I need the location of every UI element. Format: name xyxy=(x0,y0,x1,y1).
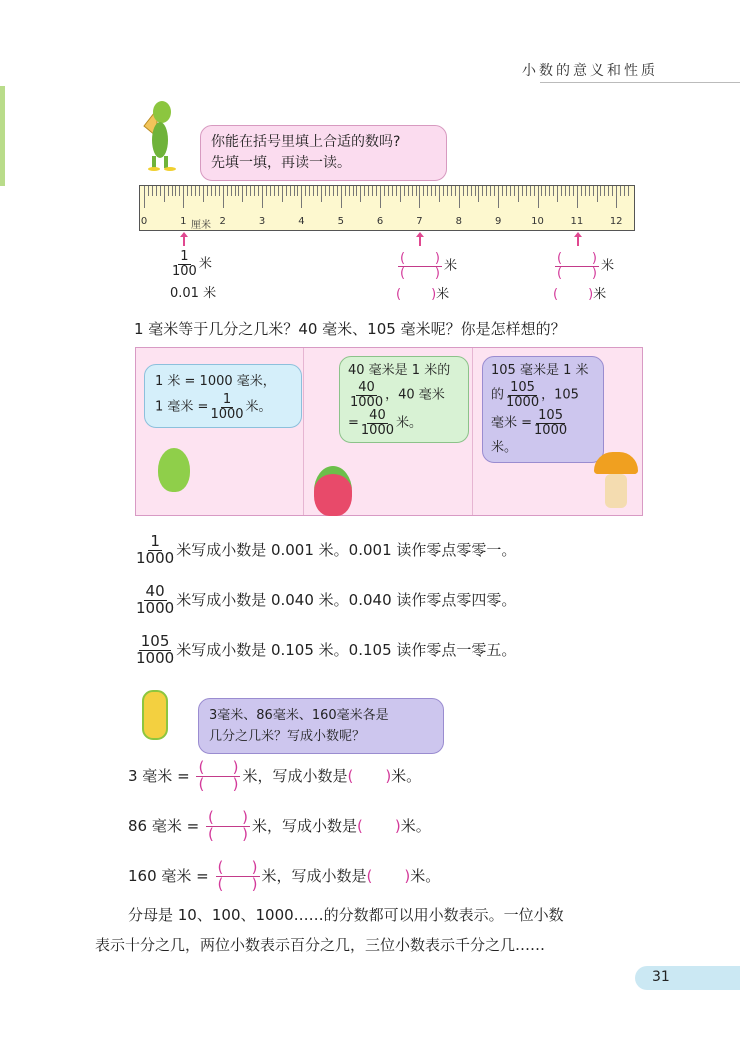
ruler-tick xyxy=(384,186,385,196)
ruler-tick xyxy=(608,186,609,196)
unit: 米 xyxy=(198,256,212,272)
numerator: 105 xyxy=(538,408,563,424)
mark-1cm-fraction xyxy=(170,250,216,278)
ruler-number: 3 xyxy=(258,216,266,227)
paren: ( xyxy=(400,251,406,266)
ruler-tick xyxy=(294,186,295,196)
conversion-text: 米写成小数是 0.105 米。0.105 读作零点一零五。 xyxy=(176,640,517,659)
ruler-tick xyxy=(246,186,247,196)
ruler-tick xyxy=(231,186,232,196)
hint-line-2: 先填一填，再读一读。 xyxy=(211,155,351,171)
ruler-tick xyxy=(270,186,271,196)
conversion-row xyxy=(134,634,516,667)
ruler-tick xyxy=(451,186,452,196)
paren: ( xyxy=(366,866,373,885)
ruler-tick xyxy=(565,186,566,196)
exercise-lead: 160 毫米 = xyxy=(128,866,209,885)
paren: ) xyxy=(385,766,392,785)
side-accent-bar xyxy=(0,86,5,186)
paren: ( xyxy=(557,251,563,266)
ruler-tick xyxy=(349,186,350,196)
b3-text: 毫米 = xyxy=(491,415,533,431)
b1-text: 1 毫米 = xyxy=(155,399,209,415)
ruler-tick xyxy=(486,186,487,196)
ruler-tick xyxy=(337,186,338,196)
paren: ( xyxy=(557,265,563,281)
ruler-tick xyxy=(364,186,365,196)
ruler-tick xyxy=(427,186,428,196)
ruler-tick xyxy=(262,186,263,208)
exercise-row-3mm xyxy=(128,760,421,793)
exercise-prompt-2: 几分之几米？写成小数呢？ xyxy=(209,729,366,744)
paren: ) xyxy=(242,824,248,843)
decimal-blank[interactable] xyxy=(347,767,391,785)
ruler-tick xyxy=(518,186,519,202)
denominator: 1000 xyxy=(136,548,175,567)
numerator: 1 xyxy=(150,532,160,550)
ruler-tick xyxy=(561,186,562,196)
ruler-number: 1 xyxy=(180,216,187,227)
unit: 米 xyxy=(436,287,450,303)
ruler-tick xyxy=(624,186,625,196)
bubble-blue xyxy=(144,364,302,428)
ruler-tick xyxy=(242,186,243,202)
denominator: 100 xyxy=(172,263,197,279)
ruler-number: 5 xyxy=(337,216,344,227)
ruler-tick xyxy=(573,186,574,196)
ruler-tick xyxy=(266,186,267,196)
paren: ( xyxy=(217,858,224,876)
paren: ) xyxy=(232,774,239,793)
ruler-tick xyxy=(175,186,176,196)
ruler-tick xyxy=(183,186,184,208)
unit: 米 xyxy=(601,258,615,274)
ruler-tick xyxy=(388,186,389,196)
ruler-tick xyxy=(392,186,393,196)
denominator: 1000 xyxy=(506,394,540,410)
ruler-tick xyxy=(223,186,224,208)
ruler-tick xyxy=(321,186,322,202)
exercise-end: 米。 xyxy=(400,816,431,835)
ruler-tick xyxy=(282,186,283,202)
hint-line-1: 你能在括号里填上合适的数吗? xyxy=(211,134,401,150)
ruler-tick xyxy=(498,186,499,208)
ruler-tick xyxy=(305,186,306,196)
exercise-row-160mm xyxy=(128,860,440,893)
b1-line1: 1 米 = 1000 毫米， xyxy=(155,374,276,389)
denominator: 1000 xyxy=(136,598,175,617)
paren: ( xyxy=(347,766,354,785)
exercise-mid: 米，写成小数是 xyxy=(251,816,357,835)
denominator: 1000 xyxy=(360,422,394,438)
ruler-tick xyxy=(172,186,173,196)
paren: ( xyxy=(207,824,214,843)
ruler-tick xyxy=(463,186,464,196)
ruler-tick xyxy=(534,186,535,196)
conversion-text: 米写成小数是 0.001 米。0.001 读作零点零零一。 xyxy=(176,540,517,559)
ruler-tick xyxy=(600,186,601,196)
ruler-number: 0 xyxy=(140,216,148,227)
ruler-tick xyxy=(435,186,436,196)
question-text: 1 毫米等于几分之几米？40 毫米、105 毫米呢？你是怎样想的？ xyxy=(134,320,566,338)
ruler-tick xyxy=(219,186,220,196)
paren: ) xyxy=(404,866,411,885)
exercise-end: 米。 xyxy=(391,766,422,785)
corn-character-icon xyxy=(136,690,174,746)
ruler-tick xyxy=(506,186,507,196)
ruler-tick xyxy=(179,186,180,196)
summary-line-2: 表示十分之几，两位小数表示百分之几，三位小数表示千分之几…… xyxy=(95,936,546,954)
ruler-tick xyxy=(455,186,456,196)
exercise-row-86mm xyxy=(128,810,431,843)
ruler-tick xyxy=(341,186,342,208)
paren: ) xyxy=(251,858,258,876)
b1-text: 米。 xyxy=(245,399,272,415)
ruler-tick xyxy=(553,186,554,196)
paren: ) xyxy=(434,251,440,266)
ruler-tick xyxy=(168,186,169,196)
denominator: 1000 xyxy=(534,422,568,438)
ruler-tick xyxy=(297,186,298,196)
summary-line-1: 分母是 10、100、1000……的分数都可以用小数表示。一位小数 xyxy=(128,906,564,924)
ruler-number: 11 xyxy=(570,216,584,227)
ruler-tick xyxy=(203,186,204,202)
ruler-number: 8 xyxy=(455,216,462,227)
ruler-tick xyxy=(478,186,479,202)
ruler-tick xyxy=(195,186,196,196)
paren: ) xyxy=(394,816,401,835)
numerator: 105 xyxy=(510,380,535,395)
ruler-tick xyxy=(258,186,259,196)
paren: ( xyxy=(207,808,214,826)
paren: ( xyxy=(396,287,402,303)
ruler-tick xyxy=(416,186,417,196)
exercise-prompt-1: 3毫米、86毫米、160毫米各是 xyxy=(209,708,389,723)
ruler-tick xyxy=(467,186,468,196)
section-header: 小数的意义和性质 xyxy=(522,63,658,79)
pepper-character-icon xyxy=(158,448,190,492)
ruler-tick xyxy=(160,186,161,196)
conversion-text: 米写成小数是 0.040 米。0.040 读作零点零四零。 xyxy=(176,590,517,609)
ruler-tick xyxy=(408,186,409,196)
ruler-tick xyxy=(191,186,192,196)
paren: ( xyxy=(217,874,224,893)
b2-text: ，40 毫米 xyxy=(385,387,445,403)
ruler-tick xyxy=(238,186,239,196)
paren: ) xyxy=(588,287,594,303)
numerator: 1 xyxy=(180,249,189,264)
paren: ) xyxy=(431,287,437,303)
ruler-tick xyxy=(585,186,586,196)
ruler-number: 12 xyxy=(609,216,623,227)
ruler-tick xyxy=(494,186,495,196)
answer-blank-11cm[interactable] xyxy=(553,252,614,302)
ruler-tick xyxy=(380,186,381,208)
conversion-row xyxy=(134,584,516,617)
b3-text: ，105 xyxy=(541,387,579,403)
numerator: 40 xyxy=(369,408,386,424)
exercise-lead: 86 毫米 = xyxy=(128,816,200,835)
exercise-end: 米。 xyxy=(410,866,441,885)
ruler-tick xyxy=(569,186,570,196)
b3-text: 米。 xyxy=(491,439,518,455)
numerator: 1 xyxy=(222,392,232,407)
ruler-number: 4 xyxy=(298,216,305,227)
paren: ) xyxy=(251,874,258,893)
ruler-tick xyxy=(313,186,314,196)
numerator: 40 xyxy=(358,380,375,395)
ruler-tick xyxy=(235,186,236,196)
ruler-tick xyxy=(447,186,448,196)
mark-1cm-decimal: 0.01 米 xyxy=(170,286,217,302)
ruler-tick xyxy=(290,186,291,196)
b3-line1: 105 毫米是 1 米 xyxy=(491,363,589,378)
ruler-tick xyxy=(356,186,357,196)
ruler-tick xyxy=(396,186,397,196)
ruler-tick xyxy=(612,186,613,196)
ruler-tick xyxy=(400,186,401,202)
ruler-tick xyxy=(412,186,413,196)
ruler-tick xyxy=(309,186,310,196)
ruler-tick xyxy=(156,186,157,196)
bubble-purple xyxy=(482,356,604,463)
ruler-tick xyxy=(604,186,605,196)
ruler-number: 6 xyxy=(376,216,384,227)
ruler-tick xyxy=(187,186,188,196)
decimal-blank[interactable] xyxy=(367,867,411,885)
ruler-tick xyxy=(215,186,216,196)
ruler-tick xyxy=(278,186,279,196)
unit: 米 xyxy=(444,258,458,274)
ruler-tick xyxy=(329,186,330,196)
arrow-up-icon xyxy=(577,236,579,246)
ruler-tick xyxy=(439,186,440,202)
paren: ( xyxy=(198,774,205,793)
ruler-tick xyxy=(490,186,491,196)
ruler-tick xyxy=(419,186,420,208)
ruler-number: 2 xyxy=(219,216,226,227)
ruler-tick xyxy=(502,186,503,196)
header-divider xyxy=(540,82,740,83)
paren: ( xyxy=(553,287,559,303)
ruler-tick xyxy=(353,186,354,196)
pea-character-icon xyxy=(140,96,180,171)
ruler-unit-label: 厘米 xyxy=(191,220,211,231)
ruler-tick xyxy=(443,186,444,196)
ruler-tick xyxy=(360,186,361,202)
paren: ( xyxy=(357,816,363,835)
ruler-tick xyxy=(376,186,377,196)
ruler-number: 10 xyxy=(531,216,544,227)
ruler-tick xyxy=(530,186,531,196)
ruler-tick xyxy=(510,186,511,196)
ruler-tick xyxy=(333,186,334,196)
ruler-tick xyxy=(207,186,208,196)
ruler-tick xyxy=(475,186,476,196)
ruler-tick xyxy=(199,186,200,196)
ruler-tick xyxy=(616,186,617,208)
paren: ) xyxy=(242,808,248,826)
ruler-tick xyxy=(514,186,515,196)
ruler-tick xyxy=(538,186,539,208)
ruler-tick xyxy=(227,186,228,196)
paren: ) xyxy=(434,265,440,281)
ruler-tick xyxy=(372,186,373,196)
ruler-tick xyxy=(482,186,483,196)
paren: ( xyxy=(400,265,406,281)
fraction-blank[interactable] xyxy=(216,860,260,893)
speech-bubble-exercise xyxy=(198,698,444,754)
ruler-tick xyxy=(423,186,424,196)
exercise-mid: 米，写成小数是 xyxy=(242,766,348,785)
numerator: 40 xyxy=(145,582,165,600)
ruler-tick xyxy=(368,186,369,196)
ruler-number: 7 xyxy=(416,216,423,227)
mark-1cm xyxy=(170,250,216,301)
reasoning-panel xyxy=(135,347,643,516)
decimal-blank[interactable] xyxy=(357,817,401,835)
denominator: 1000 xyxy=(136,648,175,667)
ruler-tick xyxy=(577,186,578,208)
answer-blank-7cm[interactable] xyxy=(396,252,457,302)
ruler-tick xyxy=(620,186,621,196)
ruler-tick xyxy=(628,186,629,196)
numerator: 105 xyxy=(140,632,170,650)
ruler-tick xyxy=(211,186,212,196)
exercise-lead: 3 毫米 = xyxy=(128,766,190,785)
paren: ) xyxy=(232,758,239,776)
ruler-tick xyxy=(274,186,275,196)
ruler-tick xyxy=(164,186,165,202)
ruler-tick xyxy=(557,186,558,202)
ruler-tick xyxy=(593,186,594,196)
unit: 米 xyxy=(593,287,607,303)
ruler-tick xyxy=(345,186,346,196)
ruler-tick xyxy=(431,186,432,196)
ruler-tick xyxy=(254,186,255,196)
ruler-tick xyxy=(459,186,460,208)
arrow-up-icon xyxy=(419,236,421,246)
fraction-blank[interactable] xyxy=(196,760,240,793)
denominator: 1000 xyxy=(350,394,384,410)
radish-character-icon xyxy=(314,466,352,516)
ruler-tick xyxy=(597,186,598,202)
paren: ) xyxy=(591,251,597,266)
ruler-tick xyxy=(541,186,542,196)
ruler-tick xyxy=(404,186,405,196)
ruler-tick xyxy=(317,186,318,196)
speech-bubble-hint xyxy=(200,125,447,181)
b2-text: 米。 xyxy=(396,415,423,431)
ruler-tick xyxy=(471,186,472,196)
page-number: 31 xyxy=(652,969,670,985)
ruler-tick xyxy=(250,186,251,196)
arrow-up-icon xyxy=(183,236,185,246)
bubble-green xyxy=(339,356,469,443)
ruler xyxy=(139,185,635,231)
page-number-tab xyxy=(635,966,740,990)
ruler-number: 9 xyxy=(494,216,502,227)
ruler-tick xyxy=(549,186,550,196)
ruler-tick xyxy=(148,186,149,196)
b2-line1: 40 毫米是 1 米的 xyxy=(348,363,451,378)
ruler-tick xyxy=(325,186,326,196)
ruler-tick xyxy=(144,186,145,208)
ruler-tick xyxy=(301,186,302,208)
paren: ( xyxy=(198,758,205,776)
conversion-row xyxy=(134,534,516,567)
ruler-tick xyxy=(522,186,523,196)
ruler-tick xyxy=(545,186,546,196)
b2-text: = xyxy=(348,415,359,431)
ruler-tick xyxy=(581,186,582,196)
exercise-mid: 米，写成小数是 xyxy=(261,866,367,885)
b3-text: 的 xyxy=(491,387,505,403)
ruler-tick xyxy=(286,186,287,196)
fraction-blank[interactable] xyxy=(206,810,250,843)
ruler-tick xyxy=(589,186,590,196)
ruler-tick xyxy=(152,186,153,196)
ruler-tick xyxy=(526,186,527,196)
mushroom-character-icon xyxy=(594,452,638,510)
paren: ) xyxy=(591,265,597,281)
denominator: 1000 xyxy=(210,406,244,422)
